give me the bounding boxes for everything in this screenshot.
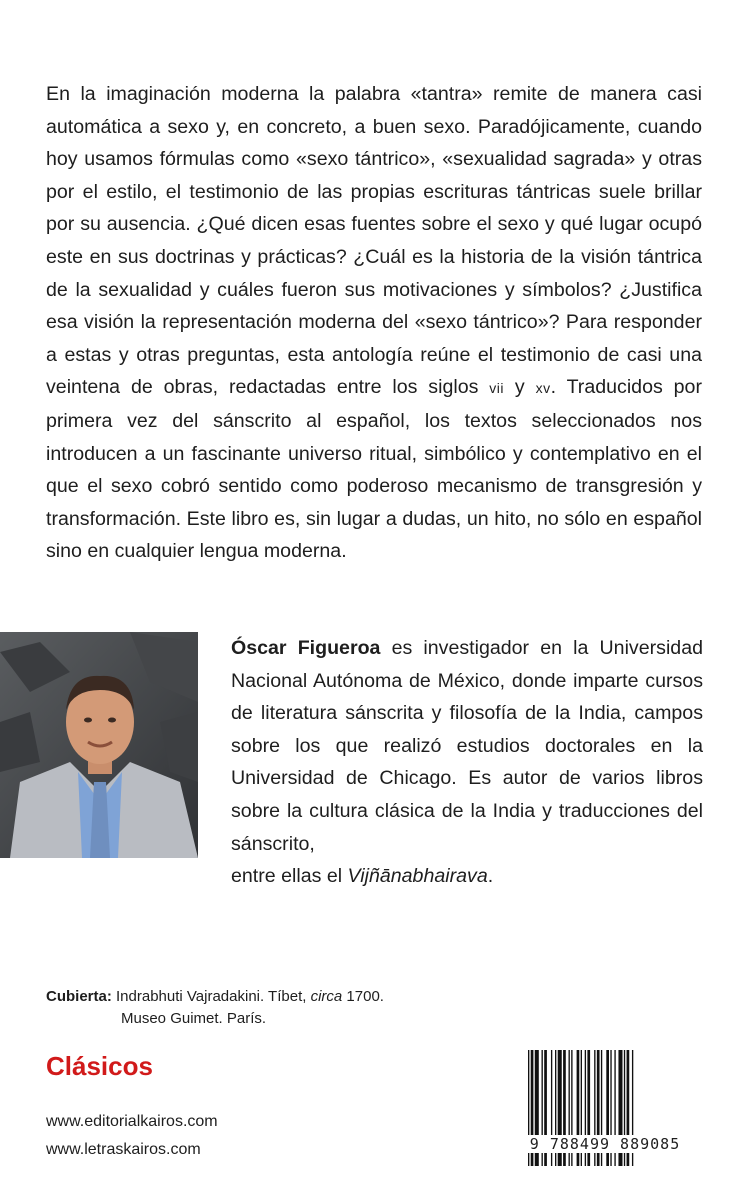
url-letras[interactable]: www.letraskairos.com [46, 1141, 201, 1158]
author-photo [0, 632, 198, 858]
url-editorial[interactable]: www.editorialkairos.com [46, 1113, 218, 1130]
blurb-text-1: En la imaginación moderna la palabra «tantra» remite de manera casi automática a sexo y, en concreto, a buen sexo. Paradójicamente, cuando hoy usamos fórmulas como «sexo tántrico», «sexualidad sagrada» y otras por el estilo, el testimonio de las propias escrituras tántricas suele brillar por su ausencia. ¿Qué dicen esas fuentes sobre el sexo y qué lugar ocupó este en sus doctrinas y prácticas? ¿Cuál es la historia de la visión tántrica de la sexualidad y cuáles fueron sus motivaciones y símbolos? ¿Justifica esa visión la representación moderna del «sexo tántrico»? Para responder a estas y otras preguntas, esta antología reúne el testimonio de casi una veintena de obras, redactadas entre los siglos [46, 83, 702, 399]
century-vii: vii [489, 380, 505, 397]
back-cover-blurb [46, 78, 702, 568]
blurb-text-3: . Traducidos por primera vez del sánscrito al español, los textos seleccionados nos introducen a un fascinante universo ritual, simbólico y contemplativo en el que el sexo cobró sentido como poderoso mecanismo de transgresión y transformación. Este libro es, sin lugar a dudas, un hito, no sólo en español sino en cualquier lengua moderna. [46, 376, 702, 563]
author-bio-text: es investigador en la Universidad Nacional Autónoma de México, donde imparte cursos de literatura sánscrita y filosofía de la India, campos sobre los que realizó estudios doctorales en la Universidad de Chicago. Es autor de varios libros sobre la cultura clásica de la India y traducciones del sánscrito, [231, 637, 703, 855]
author-name: Óscar Figueroa [231, 637, 381, 659]
cover-credit-line1a: Indrabhuti Vajradakini. Tíbet, [111, 988, 311, 1005]
century-xv: xv [535, 380, 551, 397]
author-bio-period: . [487, 865, 494, 888]
cover-credit-circa: circa [310, 988, 343, 1005]
collection-name: Clásicos [46, 1051, 153, 1081]
publisher-urls [46, 1108, 218, 1164]
cover-credit-line2: Museo Guimet. París. [121, 1010, 267, 1027]
cover-credit-line1b: 1700. [342, 988, 384, 1005]
author-bio-end [231, 865, 493, 887]
isbn-digits: 9 788499 889085 [520, 1135, 690, 1153]
author-bio-end-text: entre ellas el [231, 865, 348, 888]
cover-credit [46, 986, 384, 1030]
work-title: Vijñānabhairava [347, 865, 488, 888]
cover-credit-label: Cubierta: [46, 988, 112, 1005]
author-bio [231, 632, 703, 893]
blurb-text-2: y [514, 376, 525, 399]
